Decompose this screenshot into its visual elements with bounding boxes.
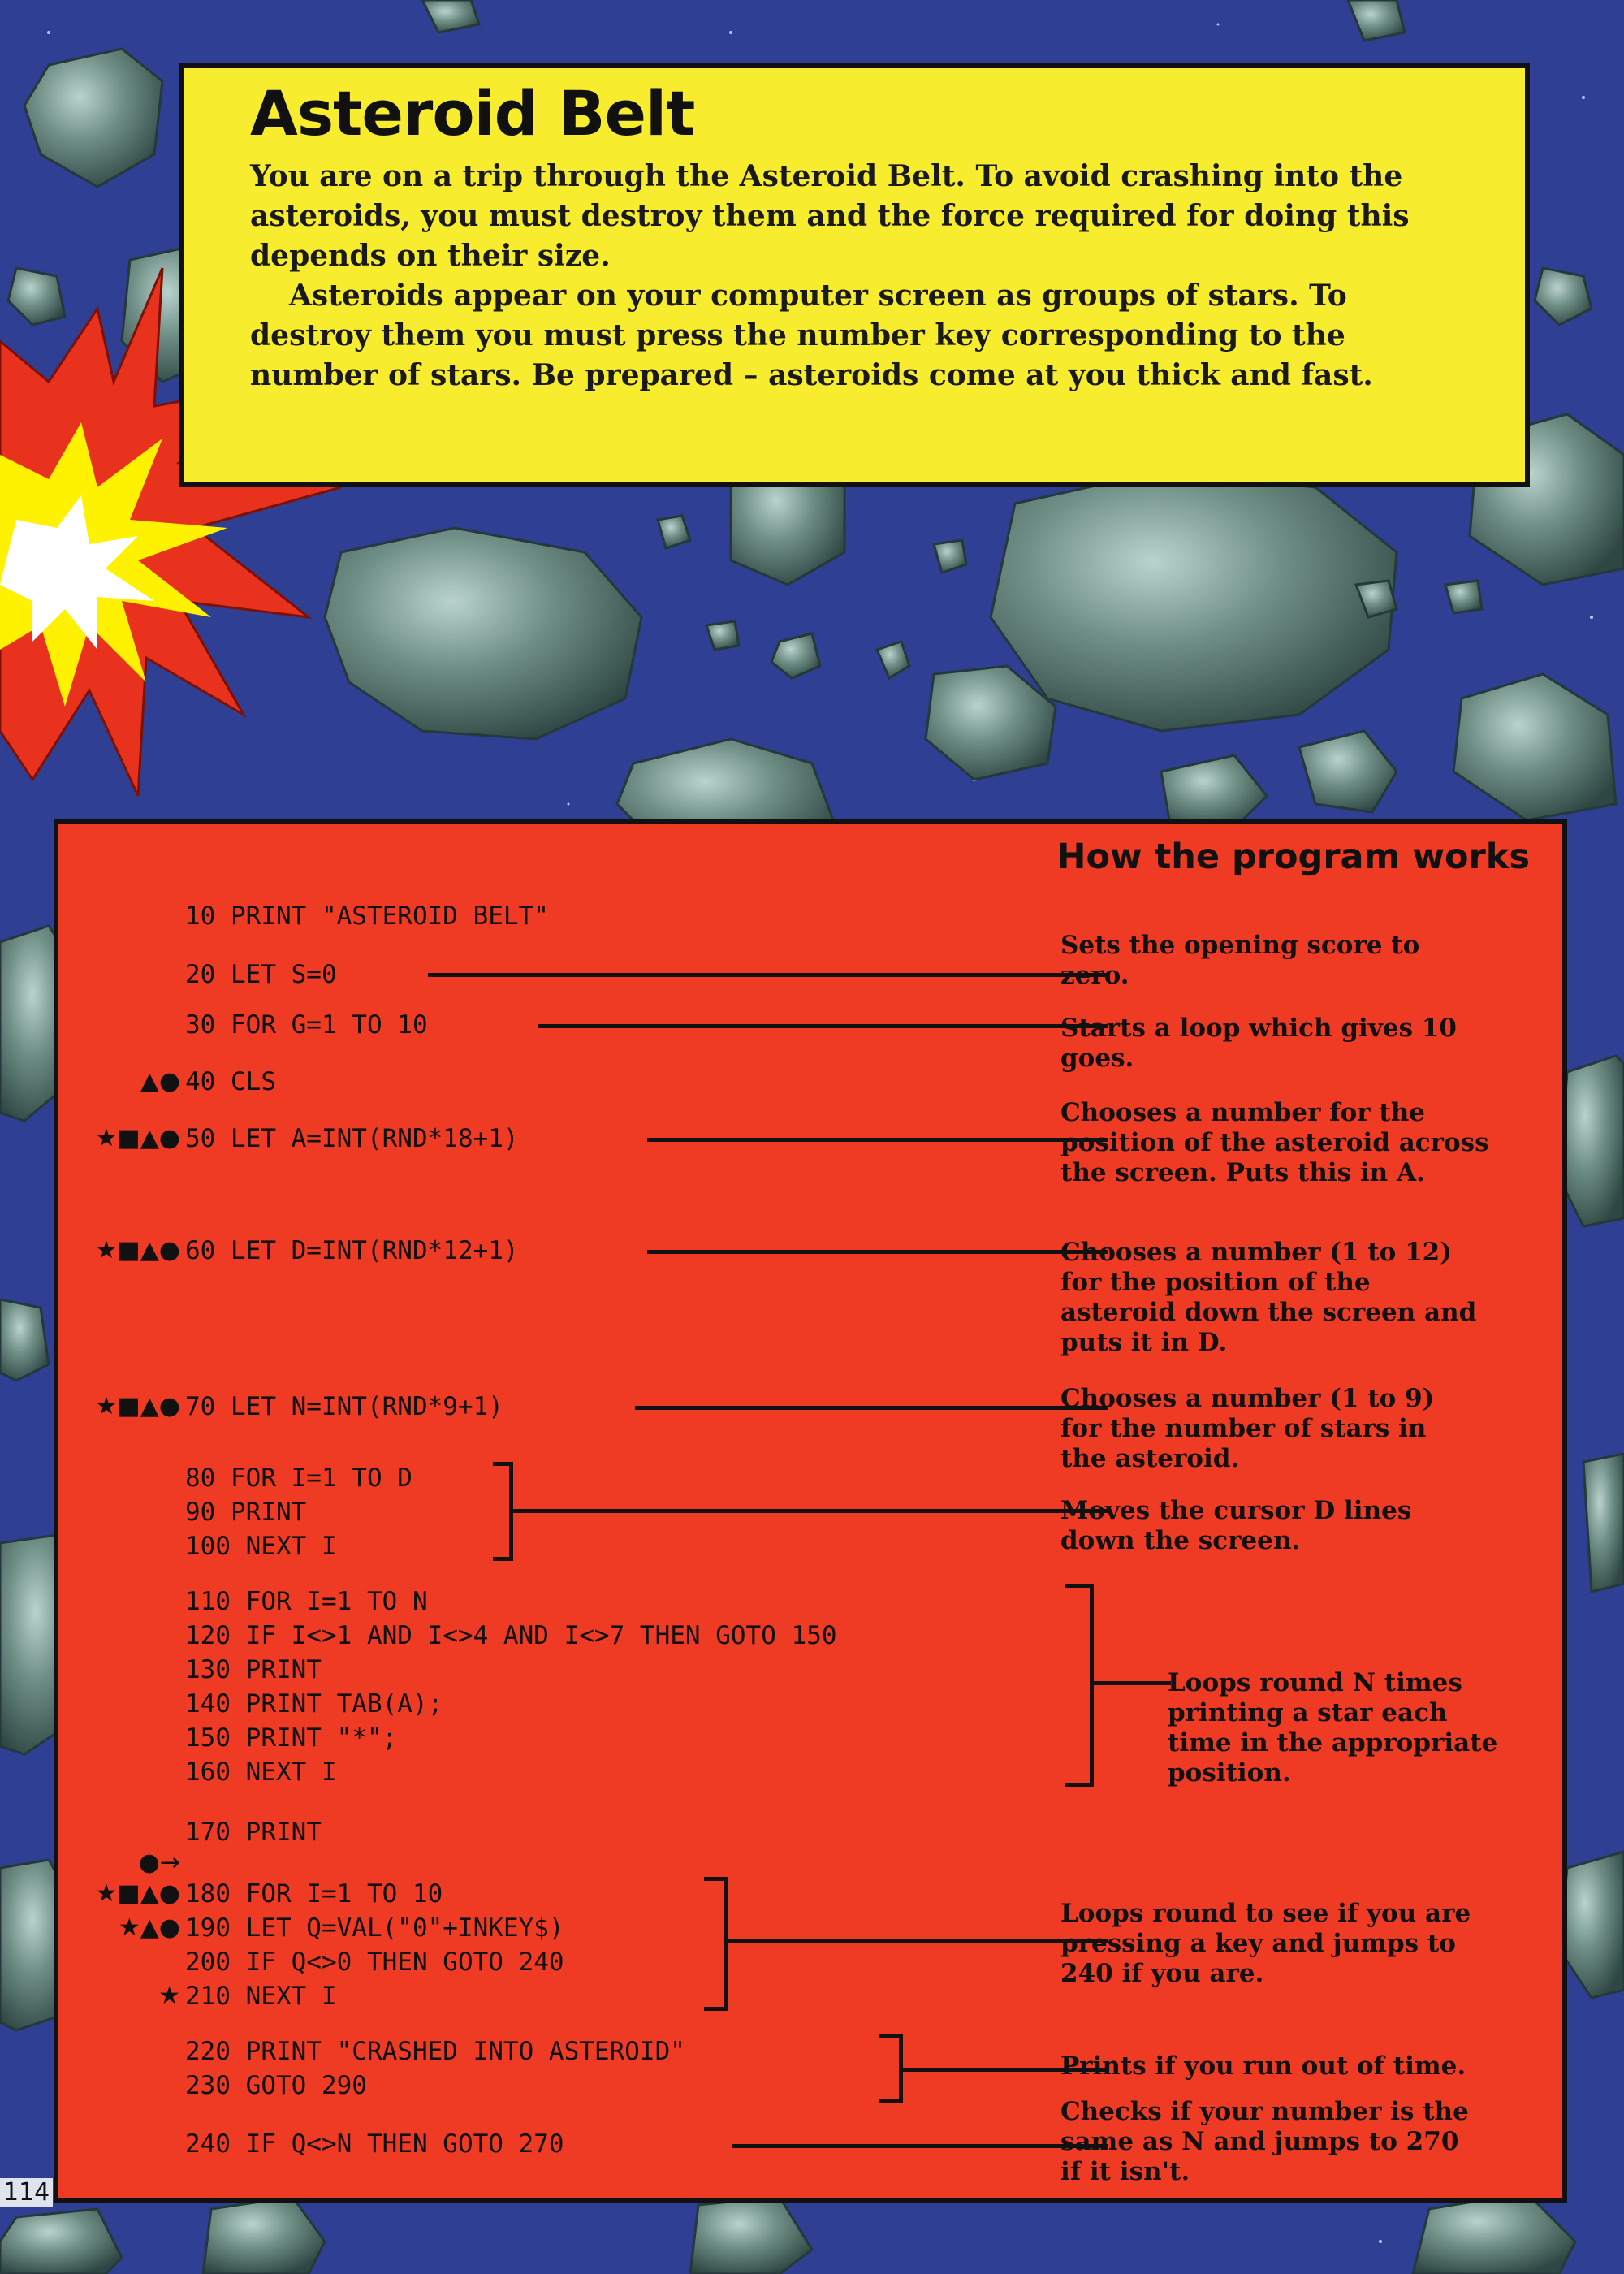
line-marker: ●→ — [138, 1848, 180, 1877]
code-line: 180 FOR I=1 TO 10 — [185, 1879, 443, 1909]
line-marker: ★■▲● — [95, 1236, 180, 1265]
intro-paragraph-1: You are on a trip through the Asteroid Belt. To avoid crashing into the asteroids, you must destroy them and the force required for doing this depends on their size. — [250, 159, 1410, 274]
code-line: 60 LET D=INT(RND*12+1) — [185, 1236, 519, 1265]
code-line: 100 NEXT I — [185, 1532, 337, 1561]
note-score: Sets the opening score to zero. — [1060, 931, 1420, 990]
connector-line — [647, 1250, 1108, 1254]
code-line: 70 LET N=INT(RND*9+1) — [185, 1392, 503, 1421]
intro-paragraph-2: Asteroids appear on your computer screen as groups of stars. To destroy them you must press the number key corresponding to the number of stars. Be prepared – asteroids come at you thick and fast. — [250, 279, 1373, 393]
bracket — [879, 2099, 903, 2103]
line-marker: ★ — [158, 1982, 180, 2010]
code-line: 200 IF Q<>0 THEN GOTO 240 — [185, 1948, 564, 1977]
program-panel — [54, 819, 1567, 2203]
connector-line — [732, 2144, 1108, 2148]
bracket — [899, 2034, 903, 2103]
line-marker: ★■▲● — [95, 1392, 180, 1420]
program-heading: How the program works — [1056, 837, 1530, 877]
code-line: 160 NEXT I — [185, 1757, 337, 1787]
code-line: 110 FOR I=1 TO N — [185, 1587, 428, 1616]
note-keypress: Loops round to see if you are pressing a key and jumps to 240 if you are. — [1060, 1899, 1471, 1988]
note-print-stars: Loops round N times printing a star each time in the appropriate position. — [1168, 1668, 1498, 1788]
note-check: Checks if your number is the same as N and jumps to 270 if it isn't. — [1060, 2097, 1469, 2186]
line-marker: ★■▲● — [95, 1124, 180, 1152]
bracket — [509, 1462, 513, 1561]
bracket — [493, 1462, 513, 1466]
connector-line — [647, 1138, 1108, 1142]
note-across: Chooses a number for the position of the asteroid across the screen. Puts this in A. — [1060, 1098, 1489, 1187]
page-number: 114 — [0, 2178, 53, 2207]
code-line: 20 LET S=0 — [185, 960, 337, 989]
note-cursor: Moves the cursor D lines down the screen. — [1060, 1496, 1412, 1555]
bracket — [724, 1877, 728, 2011]
intro-panel — [179, 63, 1530, 487]
bracket — [1065, 1783, 1094, 1787]
code-line: 220 PRINT "CRASHED INTO ASTEROID" — [185, 2037, 685, 2066]
connector-line — [538, 1024, 1108, 1028]
code-line: 50 LET A=INT(RND*18+1) — [185, 1124, 519, 1153]
bracket — [879, 2034, 903, 2038]
code-line: 90 PRINT — [185, 1498, 307, 1527]
line-marker: ★■▲● — [95, 1879, 180, 1908]
connector-line — [635, 1406, 1108, 1410]
connector-line — [513, 1509, 1108, 1513]
note-loop: Starts a loop which gives 10 goes. — [1060, 1014, 1457, 1073]
code-line: 120 IF I<>1 AND I<>4 AND I<>7 THEN GOTO 150 — [185, 1621, 837, 1650]
connector-line — [428, 973, 1108, 977]
code-line: 190 LET Q=VAL("0"+INKEY$) — [185, 1913, 564, 1943]
code-line: 140 PRINT TAB(A); — [185, 1689, 443, 1718]
connector-line — [1090, 1681, 1171, 1685]
note-crash: Prints if you run out of time. — [1060, 2051, 1466, 2081]
code-line: 80 FOR I=1 TO D — [185, 1463, 412, 1493]
page-title: Asteroid Belt — [250, 77, 695, 149]
code-line: 210 NEXT I — [185, 1982, 337, 2011]
code-line: 10 PRINT "ASTEROID BELT" — [185, 901, 549, 931]
code-line: 40 CLS — [185, 1067, 276, 1096]
code-line: 130 PRINT — [185, 1655, 322, 1684]
line-marker: ★▲● — [118, 1913, 180, 1942]
code-line: 150 PRINT "*"; — [185, 1723, 398, 1753]
bracket — [704, 2007, 728, 2011]
bracket — [704, 1877, 728, 1881]
connector-line — [724, 1939, 1108, 1943]
code-line: 30 FOR G=1 TO 10 — [185, 1010, 428, 1040]
note-stars: Chooses a number (1 to 9) for the number of stars in the asteroid. — [1060, 1384, 1435, 1473]
code-line: 240 IF Q<>N THEN GOTO 270 — [185, 2129, 564, 2159]
bracket — [1065, 1584, 1094, 1588]
line-marker: ▲● — [140, 1067, 180, 1096]
code-line: 170 PRINT — [185, 1818, 322, 1847]
bracket — [1090, 1584, 1094, 1787]
note-down: Chooses a number (1 to 12) for the position of the asteroid down the screen and puts it in D. — [1060, 1238, 1477, 1357]
bracket — [493, 1557, 513, 1561]
code-line: 230 GOTO 290 — [185, 2071, 367, 2100]
